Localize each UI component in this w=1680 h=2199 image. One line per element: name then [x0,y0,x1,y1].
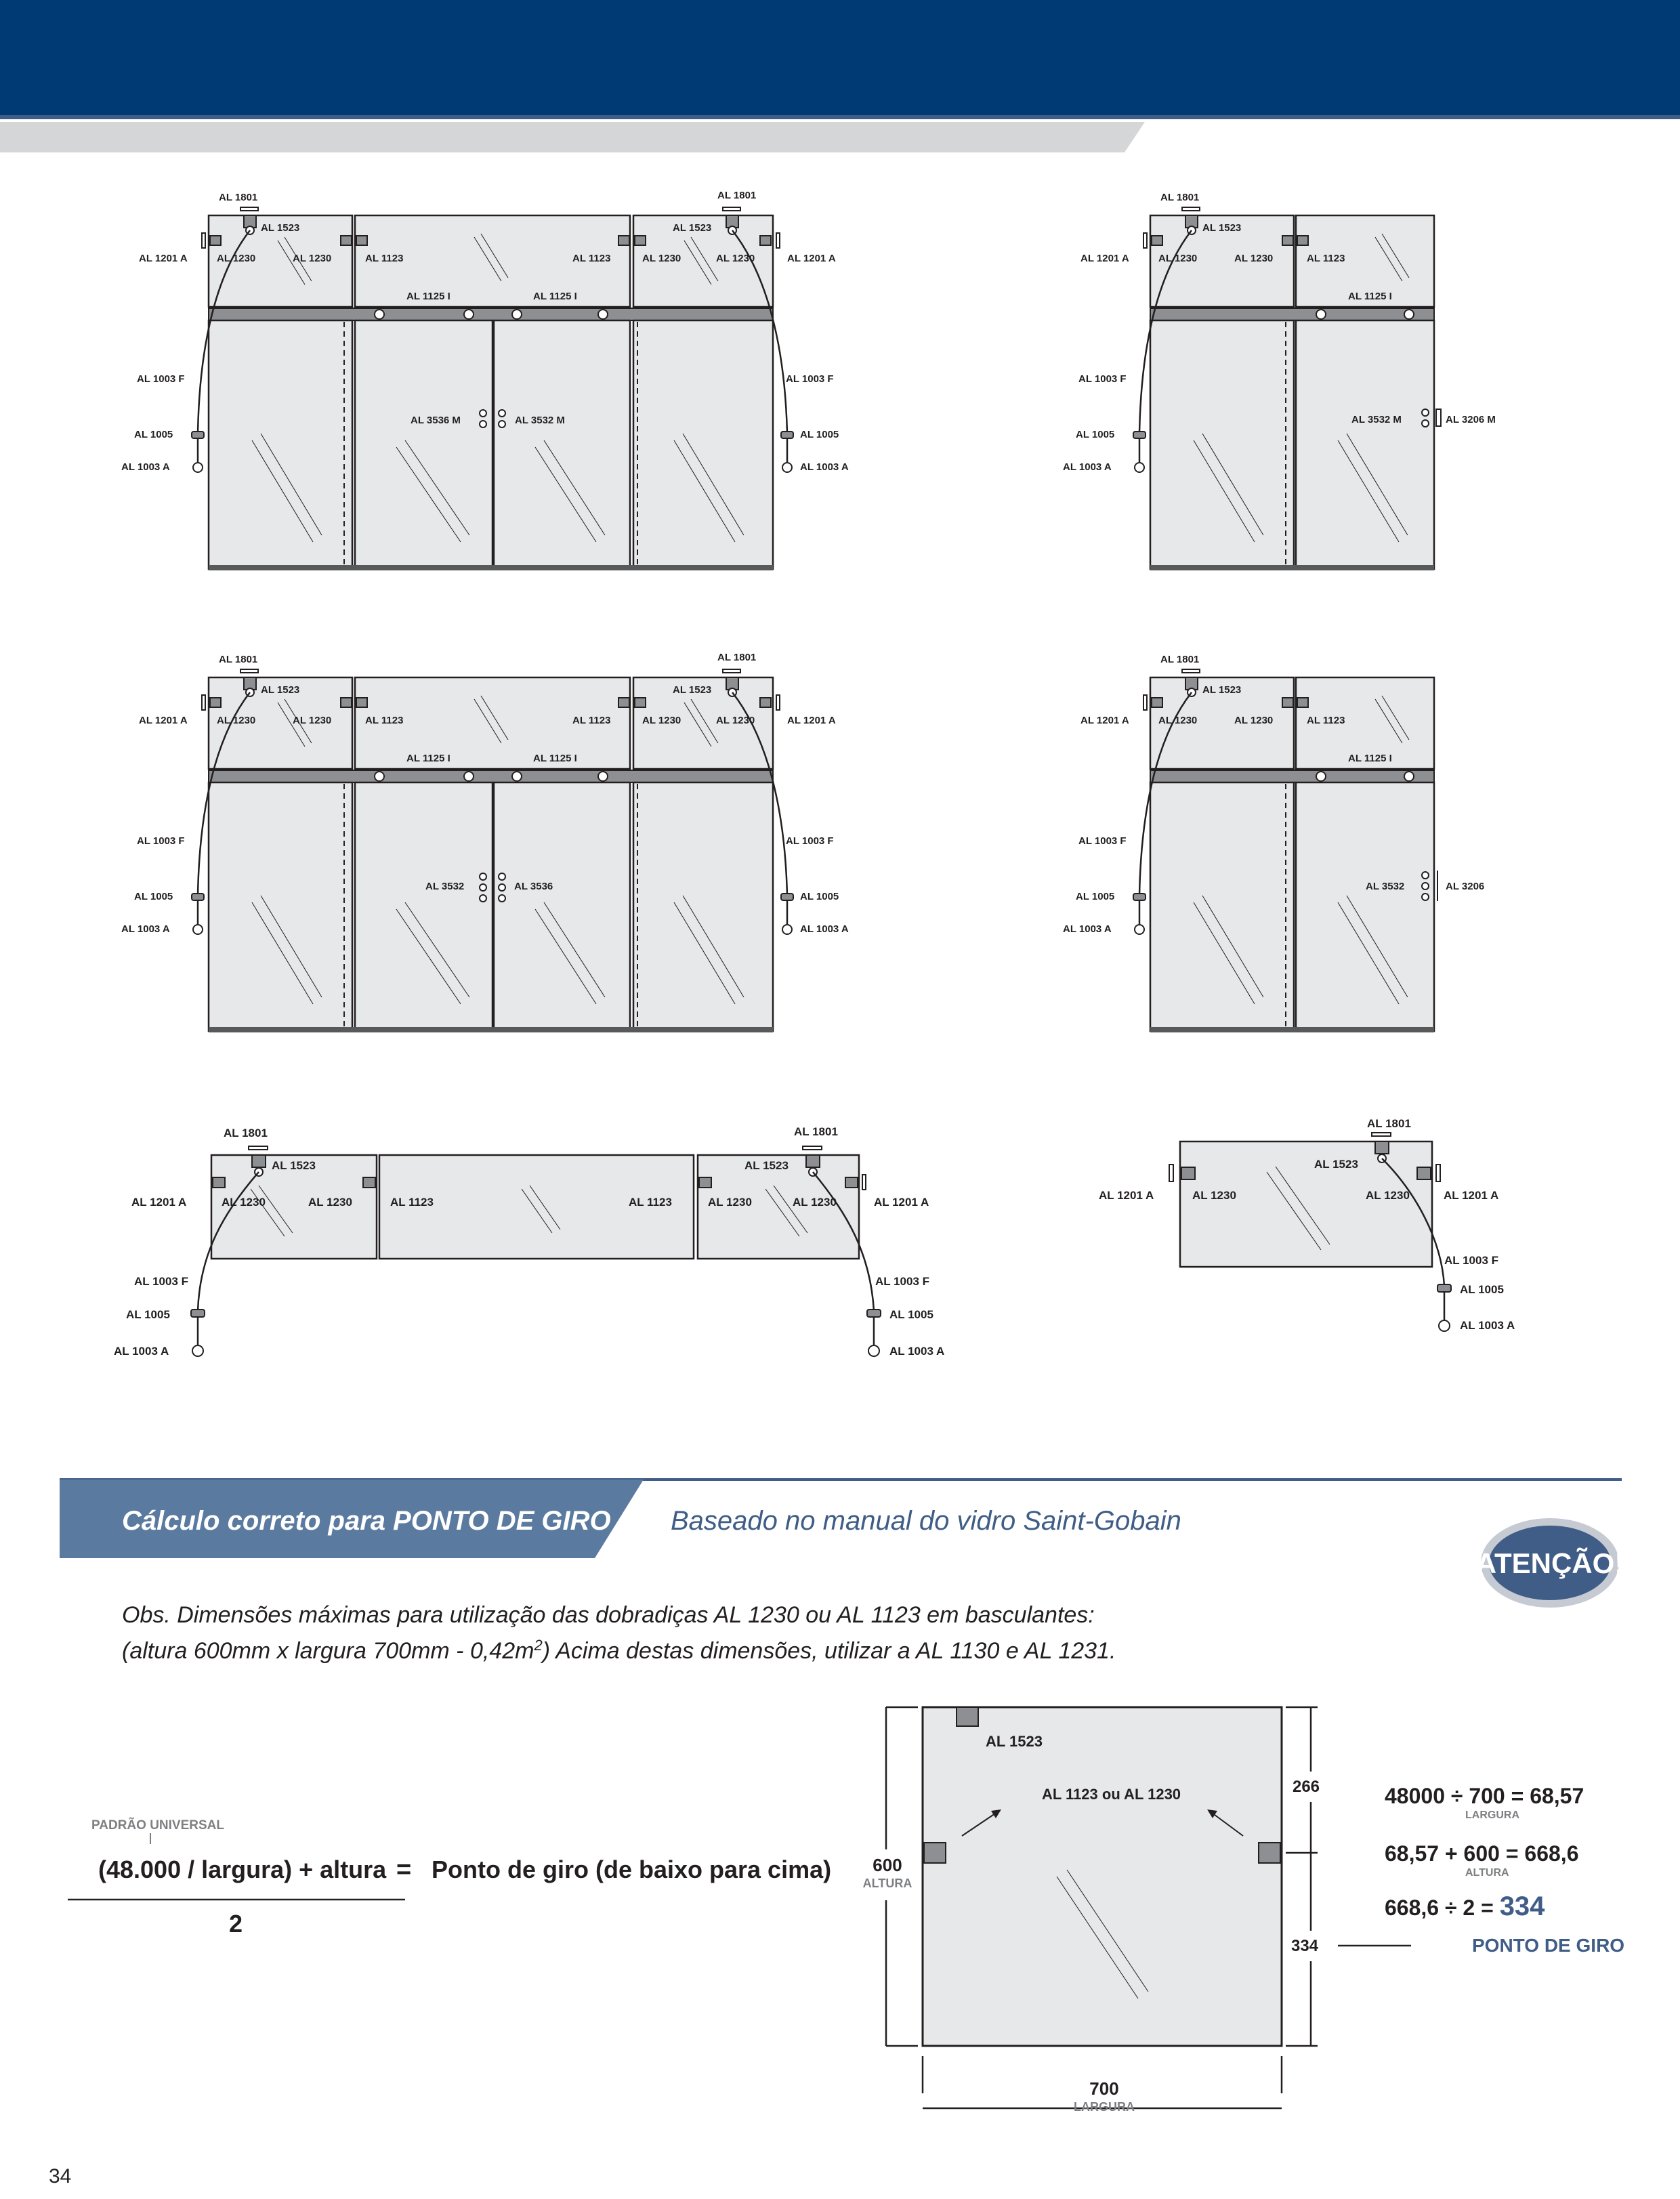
attention-badge [1476,1518,1624,1608]
label-al1003f-right: AL 1003 F [786,835,834,847]
label-al1523-left: AL 1523 [261,222,300,234]
section-banner [60,1480,1622,1558]
label-al1003f: AL 1003 F [1444,1254,1499,1267]
label-al1230-b: AL 1230 [1234,253,1274,264]
label-al1230-b: AL 1230 [293,715,332,726]
example-bottom-segment: 334 [1290,1937,1319,1955]
label-al1005: AL 1005 [1076,891,1115,902]
label-al1230-d: AL 1230 [793,1196,837,1209]
label-al1230-a: AL 1230 [1158,715,1198,726]
label-al1230-d: AL 1230 [716,253,755,264]
label-al1201a-left: AL 1201 A [1099,1189,1154,1202]
label-al1005: AL 1005 [1076,429,1115,440]
label-al1523-right: AL 1523 [673,684,712,696]
page-number: 34 [49,2165,72,2187]
label-al1003a: AL 1003 A [1063,923,1112,935]
label-al1003f: AL 1003 F [1078,835,1127,847]
label-al1801-right: AL 1801 [794,1125,838,1138]
example-width-value: 700 [1089,2078,1119,2099]
label-al1123-a: AL 1123 [365,715,404,726]
label-al1523-left: AL 1523 [261,684,300,696]
label-al1125i-b: AL 1125 I [533,291,577,302]
label-al1801: AL 1801 [1160,654,1200,665]
label-al1523-left: AL 1523 [272,1159,316,1172]
label-al1005-right: AL 1005 [800,891,839,902]
label-al1230-d: AL 1230 [716,715,755,726]
label-al1003a-right: AL 1003 A [800,461,849,473]
label-al1123: AL 1123 [1307,253,1345,264]
label-al1005-left: AL 1005 [134,891,173,902]
label-al1230-c: AL 1230 [642,715,681,726]
label-al1801: AL 1801 [1160,192,1200,203]
label-al1005: AL 1005 [1460,1283,1504,1296]
diagram-4 [1063,654,1484,1032]
label-al1230-a: AL 1230 [1192,1189,1236,1202]
label-al1523-right: AL 1523 [673,222,712,234]
label-al1230-a: AL 1230 [217,715,256,726]
example-top-segment: 266 [1292,1778,1320,1796]
label-al1003a-left: AL 1003 A [121,461,170,473]
label-al1123-b: AL 1123 [572,715,611,726]
label-lock-right: AL 3206 M [1446,414,1496,425]
label-al1005-right: AL 1005 [800,429,839,440]
label-al1123-a: AL 1123 [365,253,404,264]
section-title: Cálculo correto para PONTO DE GIRO [122,1506,611,1536]
diagram-1 [121,190,849,570]
label-al1003f-left: AL 1003 F [134,1275,189,1288]
label-al1125i: AL 1125 I [1348,291,1392,302]
example-al1523: AL 1523 [986,1733,1043,1750]
label-al1003a-left: AL 1003 A [114,1345,169,1358]
formula-numerator: (48.000 / largura) + altura [98,1856,387,1883]
calc-line-1: 48000 ÷ 700 = 68,57 [1385,1784,1584,1808]
example-height-value: 600 [873,1855,902,1875]
label-al1125i-b: AL 1125 I [533,753,577,764]
label-al1201a-right: AL 1201 A [787,253,836,264]
label-al1125i-a: AL 1125 I [406,753,450,764]
label-al1003f: AL 1003 F [1078,373,1127,385]
label-al1230-c: AL 1230 [642,253,681,264]
example-drawing [863,1707,1411,2114]
label-al1003f-right: AL 1003 F [786,373,834,385]
label-al1003a: AL 1003 A [1063,461,1112,473]
label-lock-left: AL 3536 M [411,415,461,426]
label-al1125i: AL 1125 I [1348,753,1392,764]
label-al1230-b: AL 1230 [293,253,332,264]
diagram-6 [1099,1117,1515,1332]
formula-denominator: 2 [229,1910,243,1938]
label-al1003f-left: AL 1003 F [137,835,185,847]
label-al1523: AL 1523 [1202,222,1242,234]
label-al1801-left: AL 1801 [224,1127,268,1139]
label-al1125i-a: AL 1125 I [406,291,450,302]
label-al1201a-right: AL 1201 A [1444,1189,1499,1202]
label-al1201a: AL 1201 A [1080,253,1129,264]
label-al1801-right: AL 1801 [717,652,757,663]
label-al1801: AL 1801 [1367,1117,1411,1130]
calculation [1385,1784,1624,1956]
label-lock-right: AL 3536 [514,881,553,892]
label-al1123: AL 1123 [1307,715,1345,726]
label-al1523: AL 1523 [1314,1158,1358,1171]
label-al1003a-right: AL 1003 A [889,1345,945,1358]
label-al1003a-left: AL 1003 A [121,923,170,935]
diagram-2 [1063,192,1496,570]
label-lock-right: AL 3206 [1446,881,1485,892]
calc-line-1-label: LARGURA [1465,1809,1519,1821]
label-lock-right: AL 3532 M [515,415,565,426]
label-al1123-b: AL 1123 [629,1196,672,1209]
label-al1201a: AL 1201 A [1080,715,1129,726]
diagram-3 [121,652,849,1032]
label-al1801-left: AL 1801 [219,654,258,665]
label-lock-left: AL 3532 [425,881,465,892]
obs-line-1: Obs. Dimensões máximas para utilização das dobradiças AL 1230 ou AL 1123 em basculantes: [122,1602,1095,1628]
label-al1005-right: AL 1005 [889,1308,933,1321]
label-al1801-right: AL 1801 [717,190,757,201]
label-lock-left: AL 3532 M [1351,414,1402,425]
label-al1201a-left: AL 1201 A [139,253,188,264]
label-al1523-right: AL 1523 [744,1159,789,1172]
label-al1201a-left: AL 1201 A [139,715,188,726]
calc-line-2: 68,57 + 600 = 668,6 [1385,1841,1579,1866]
label-al1801-left: AL 1801 [219,192,258,203]
calc-result-label: PONTO DE GIRO [1472,1935,1625,1956]
badge-text: ATENÇÃO! [1475,1547,1624,1579]
label-al1230-a: AL 1230 [222,1196,266,1209]
label-al1123-a: AL 1123 [390,1196,434,1209]
label-al1523: AL 1523 [1202,684,1242,696]
formula-equals: = [396,1856,412,1884]
label-al1230-a: AL 1230 [1158,253,1198,264]
label-lock-left: AL 3532 [1366,881,1405,892]
header-bar [0,0,1680,115]
label-al1230-c: AL 1230 [708,1196,752,1209]
label-al1003a-right: AL 1003 A [800,923,849,935]
section-subtitle: Baseado no manual do vidro Saint-Gobain [671,1506,1181,1536]
label-al1230-b: AL 1230 [308,1196,352,1209]
formula-padrao-label: PADRÃO UNIVERSAL [91,1818,224,1832]
calc-line-2-label: ALTURA [1465,1867,1509,1879]
label-al1003a: AL 1003 A [1460,1319,1515,1332]
label-al1230-b: AL 1230 [1366,1189,1410,1202]
label-al1123-b: AL 1123 [572,253,611,264]
diagram-5 [114,1125,944,1358]
formula [68,1818,831,1938]
label-al1003f-right: AL 1003 F [875,1275,930,1288]
label-al1230-b: AL 1230 [1234,715,1274,726]
label-al1201a-right: AL 1201 A [874,1196,929,1209]
obs-line-2: (altura 600mm x largura $700mm - 0,42m^2$) Acima destas dimensões, utilizar a AL 1130 e AL 1231. [122,1636,1116,1664]
label-al1230-a: AL 1230 [217,253,256,264]
calc-line-3: 668,6 ÷ 2 = 334 [1385,1891,1545,1921]
label-al1201a-left: AL 1201 A [131,1196,187,1209]
formula-result: Ponto de giro (de baixo para cima) [432,1856,832,1883]
example-height-label: ALTURA [862,1877,912,1890]
label-al1005-left: AL 1005 [126,1308,170,1321]
example-hinge-label: AL 1123 ou AL 1230 [1042,1786,1181,1803]
label-al1003f-left: AL 1003 F [137,373,185,385]
label-al1005-left: AL 1005 [134,429,173,440]
example-width-label: LARGURA [1074,2100,1135,2114]
label-al1201a-right: AL 1201 A [787,715,836,726]
header-grey-strip [0,122,1145,152]
